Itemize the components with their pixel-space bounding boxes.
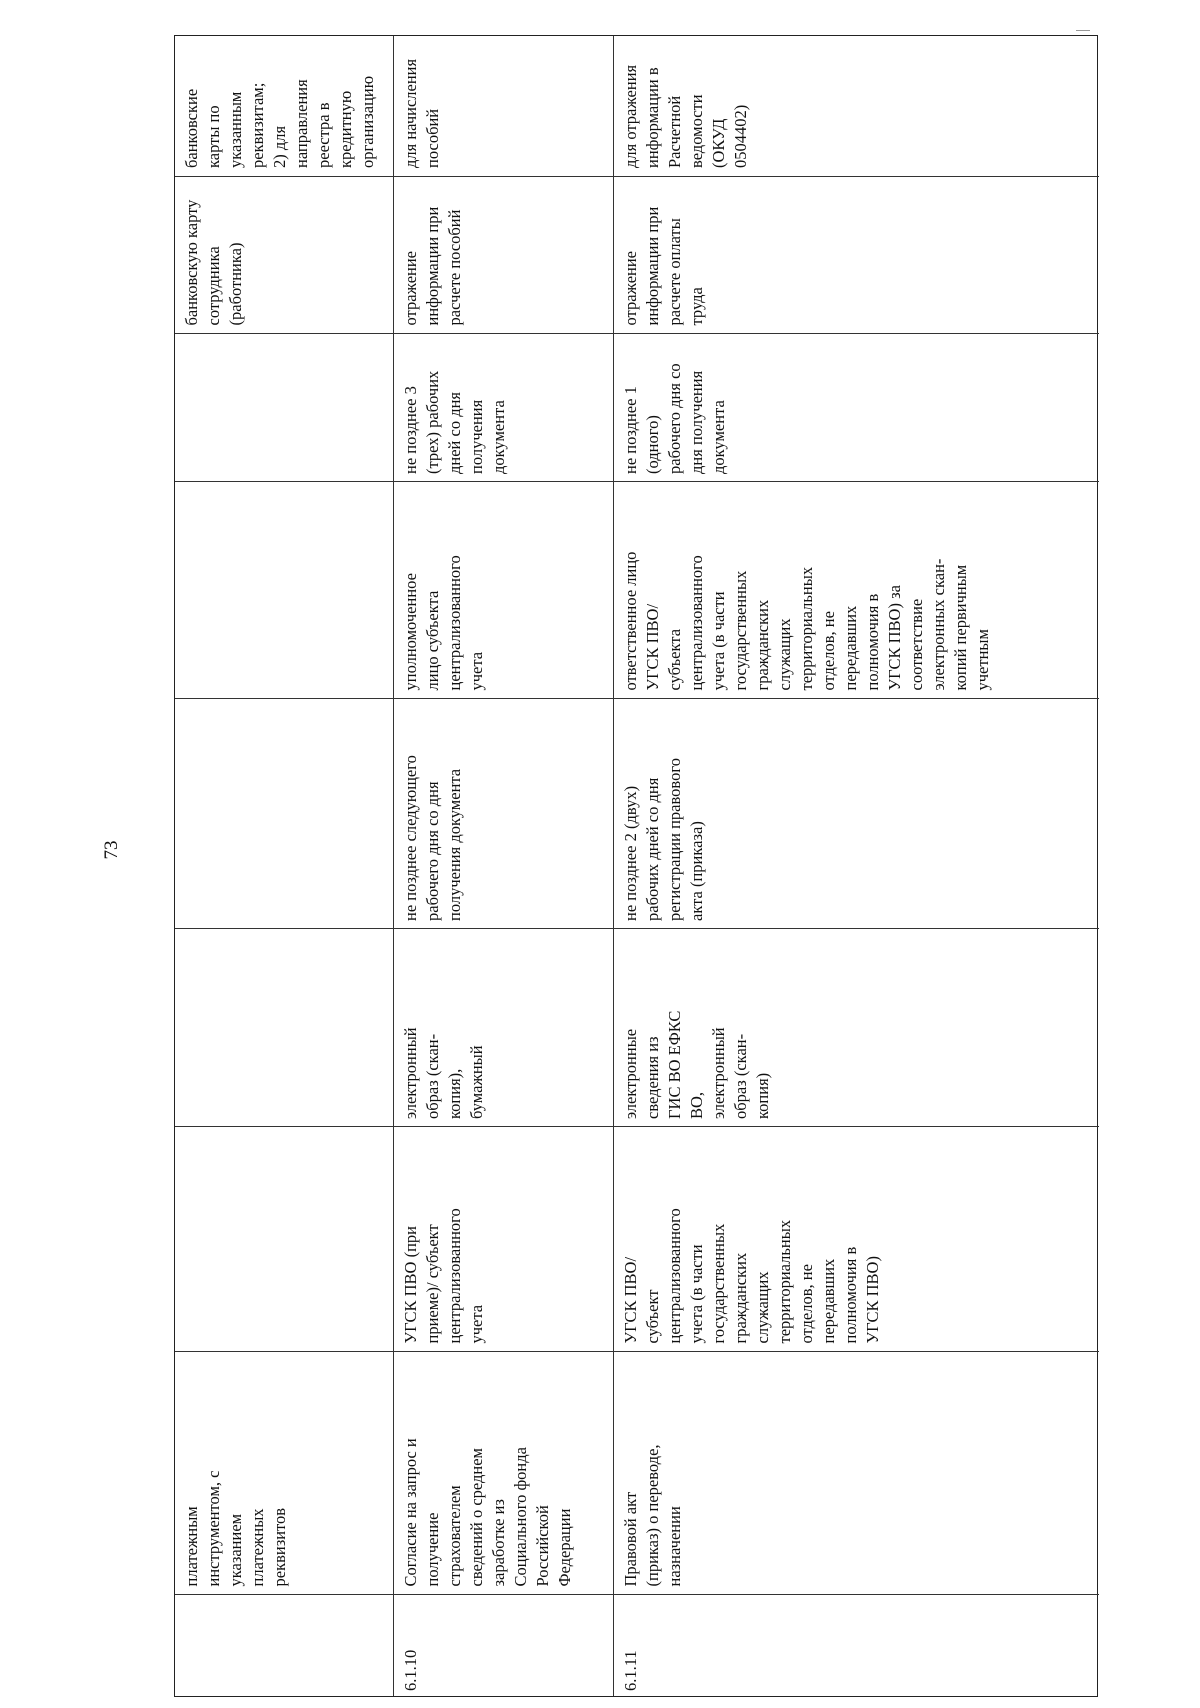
cell-number <box>394 1594 613 1698</box>
cell-deadline <box>175 698 393 928</box>
cell-source-text <box>177 1129 391 1350</box>
cell-action <box>614 176 1099 333</box>
page-number: 73 <box>101 840 122 860</box>
cell-purpose-text: для начисления пособий <box>400 58 442 168</box>
cell-responsible-text: ответственное лицо УГСК ПВО/ субъекта централизованного учета (в части государственных гражданских служащих территориальных отделов, не передавших полномочия в УГСК ПВО) за соответствие электронных скан- копий первичным учетным <box>620 551 992 691</box>
cell-deadline <box>394 698 613 928</box>
cell-source <box>614 1126 1099 1351</box>
cell-source <box>394 1126 613 1351</box>
cell-processing-term-text: не позднее 3 (трех) рабочих дней со дня получения документа <box>400 370 508 474</box>
cell-responsible <box>175 481 393 698</box>
cell-document <box>175 1351 393 1594</box>
cell-deadline <box>614 698 1099 928</box>
scan-mark <box>1076 30 1090 31</box>
document-table <box>174 35 1098 1697</box>
cell-source <box>175 1126 393 1351</box>
cell-number-text <box>177 1597 391 1697</box>
cell-form <box>614 928 1099 1126</box>
cell-processing-term-text <box>177 336 391 480</box>
cell-source-text: УГСК ПВО/ субъект централизованного учета (в части государственных гражданских служащих территориальных отделов, не передавших полномочия в УГСК ПВО) <box>620 1208 882 1344</box>
cell-document <box>394 1351 613 1594</box>
cell-form <box>394 928 613 1126</box>
cell-purpose <box>175 36 393 176</box>
cell-processing-term <box>175 333 393 481</box>
cell-number <box>175 1594 393 1698</box>
cell-responsible-text <box>177 484 391 697</box>
cell-deadline-text: не позднее следующего рабочего дня со дня получения документа <box>400 754 464 921</box>
cell-processing-term-text: не позднее 1 (одного) рабочего дня со дня получения документа <box>620 362 728 474</box>
cell-document-text: Согласие на запрос и получение страхователем сведений о среднем заработке из Социального фонда Российской Федерации <box>400 1438 574 1587</box>
cell-source-text: УГСК ПВО (при приеме)/ субъект централизованного учета <box>400 1208 486 1344</box>
table-row <box>393 36 613 1696</box>
cell-number-text: 6.1.11 <box>620 1649 640 1691</box>
cell-number <box>614 1594 1099 1698</box>
cell-document <box>614 1351 1099 1594</box>
cell-action-text: отражение информации при расчете пособий <box>400 206 464 326</box>
table-row <box>613 36 1099 1696</box>
cell-form <box>175 928 393 1126</box>
cell-responsible <box>394 481 613 698</box>
cell-processing-term <box>394 333 613 481</box>
cell-form-text: электронный образ (скан- копия), бумажный <box>400 1026 486 1119</box>
cell-form-text: электронные сведения из ГИС ВО ЕФКС ВО, электронный образ (скан- копия) <box>620 1010 772 1119</box>
cell-processing-term <box>614 333 1099 481</box>
cell-action-text: отражение информации при расчете оплаты труда <box>620 206 706 326</box>
cell-action <box>394 176 613 333</box>
cell-action <box>175 176 393 333</box>
cell-purpose-text: банковские карты по указанным реквизитам; 2) для направления реестра в кредитную организацию <box>182 75 377 168</box>
table-row <box>175 36 393 1696</box>
cell-document-text: Правовой акт (приказ) о переводе, назначении <box>620 1444 684 1587</box>
cell-document-text: платежным инструментом, с указанием платежных реквизитов <box>182 1470 289 1587</box>
cell-purpose <box>394 36 613 176</box>
cell-purpose-text: для отражения информации в Расчетной ведомости (ОКУД 0504402) <box>620 64 750 168</box>
cell-responsible-text: уполномоченное лицо субъекта централизованного учета <box>400 555 486 691</box>
cell-deadline-text: не позднее 2 (двух) рабочих дней со дня регистрации правового акта (приказа) <box>620 757 706 921</box>
cell-responsible <box>614 481 1099 698</box>
cell-deadline-text <box>177 701 391 927</box>
cell-action-text: банковскую карту сотрудника (работника) <box>182 199 245 326</box>
cell-number-text: 6.1.10 <box>400 1649 420 1691</box>
cell-purpose <box>614 36 1099 176</box>
cell-form-text <box>177 931 391 1125</box>
